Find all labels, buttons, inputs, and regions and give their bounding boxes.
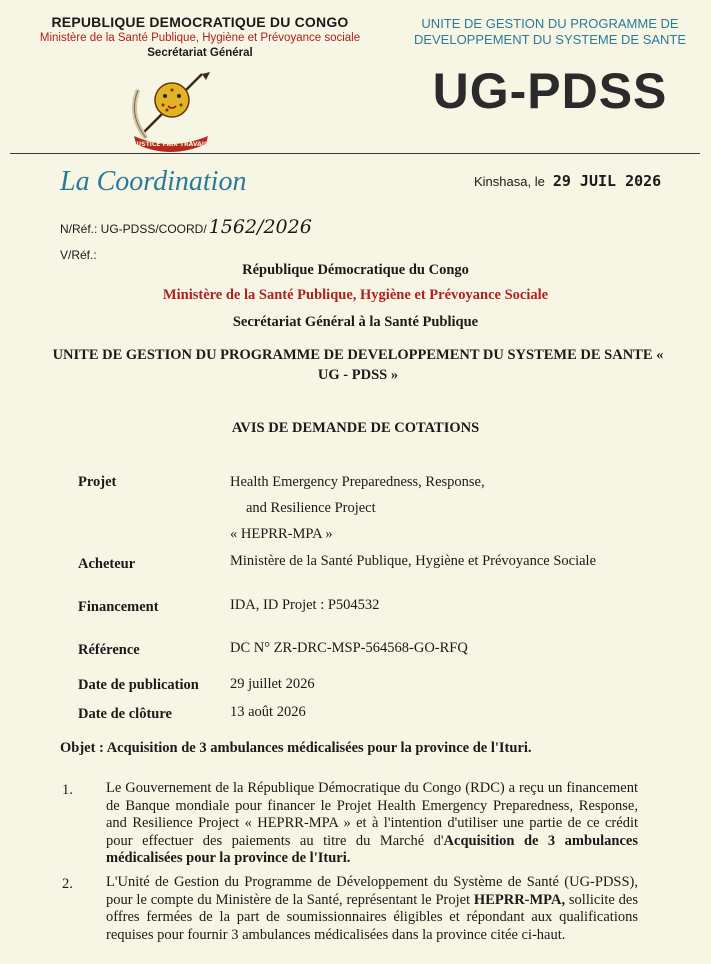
reference-value: DC N° ZR-DRC-MSP-564568-GO-RFQ (230, 640, 468, 656)
acheteur-label: Acheteur (78, 556, 136, 572)
projet-value-2: and Resilience Project (246, 500, 376, 516)
emblem-motto-text: JUSTICE PAIX TRAVAIL (134, 141, 208, 148)
objet-line: Objet : Acquisition de 3 ambulances médicalisées pour la province de l'Ituri. (60, 740, 532, 756)
nref-handwritten: 1562/2026 (208, 216, 312, 238)
header-right (405, 16, 695, 48)
unite-title: UNITE DE GESTION DU PROGRAMME DE DEVELOPPEMENT DU SYSTEME DE SANTE « UG - PDSS » (52, 347, 664, 383)
paragraph-2-number: 2. (62, 876, 73, 892)
ministry-name: Ministère de la Santé Publique, Hygiène et Prévoyance sociale (39, 32, 361, 44)
body-secretariat: Secrétariat Général à la Santé Publique (232, 314, 479, 330)
coat-of-arms-emblem (120, 70, 220, 152)
body-country: République Démocratique du Congo (242, 262, 469, 278)
projet-label: Projet (78, 474, 117, 490)
unit-name-line1: UNITE DE GESTION DU PROGRAMME DE (421, 16, 679, 31)
your-reference: V/Réf.: (60, 248, 97, 262)
nref-label: N/Réf.: UG-PDSS/COORD/ (60, 222, 207, 236)
date-stamp: 29 JUIL 2026 (552, 172, 662, 190)
paragraph-2-text-b: sollicite des offres fermées de la part de soumissionnaires éligibles et répondant aux qualifications requises pour fournir 3 ambulances médicalisées dans la province citée ci-haut. (106, 891, 638, 943)
paragraph-2 (106, 874, 638, 944)
acheteur-value: Ministère de la Santé Publique, Hygiène et Prévoyance Sociale (230, 553, 597, 569)
body-ministry: Ministère de la Santé Publique, Hygiène et Prévoyance Sociale (162, 287, 549, 303)
country-name: REPUBLIQUE DEMOCRATIQUE DU CONGO (51, 14, 349, 30)
unit-name-line2: DEVELOPPEMENT DU SYSTEME DE SANTE (413, 32, 687, 47)
city-label: Kinshasa, le (474, 174, 545, 189)
header-left (10, 14, 390, 59)
financement-label: Financement (78, 599, 159, 615)
publication-label: Date de publication (78, 677, 199, 693)
financement-value: IDA, ID Projet : P504532 (230, 597, 380, 613)
projet-value-3: « HEPRR-MPA » (230, 526, 333, 542)
reference-label: Référence (78, 642, 140, 658)
our-reference (60, 216, 312, 238)
notice-title: AVIS DE DEMANDE DE COTATIONS (231, 420, 480, 436)
unit-acronym: UG-PDSS (432, 63, 668, 119)
cloture-value: 13 août 2026 (230, 704, 306, 720)
paragraph-2-bold: HEPRR-MPA, (473, 891, 566, 908)
paragraph-1-text: Le Gouvernement de la République Démocratique du Congo (RDC) a reçu un financement de Banque mondiale pour financer le Projet Health Emergency Preparedness, Response, and Resilience Project « HEPRR-MPA » et à l'intention d'utiliser une partie de ce crédit pour effectuer des paiements au titre du Marché d' (106, 780, 638, 849)
header-divider (10, 153, 700, 154)
place-date (474, 172, 661, 190)
paragraph-1 (106, 780, 638, 868)
paragraph-2-text-a: L'Unité de Gestion du Programme de Développement du Système de Santé (UG-PDSS), pour le compte du Ministère de la Santé, représentant le Projet (106, 874, 638, 908)
paragraph-1-bold: Acquisition de 3 ambulances médicalisées pour la province de l'Ituri. (106, 832, 638, 866)
publication-value: 29 juillet 2026 (230, 676, 315, 692)
secretariat-name: Secrétariat Général (147, 47, 253, 59)
paragraph-1-number: 1. (62, 782, 73, 798)
cloture-label: Date de clôture (78, 706, 172, 722)
coordination-label: La Coordination (60, 166, 247, 197)
projet-value-1: Health Emergency Preparedness, Response, (230, 474, 485, 490)
